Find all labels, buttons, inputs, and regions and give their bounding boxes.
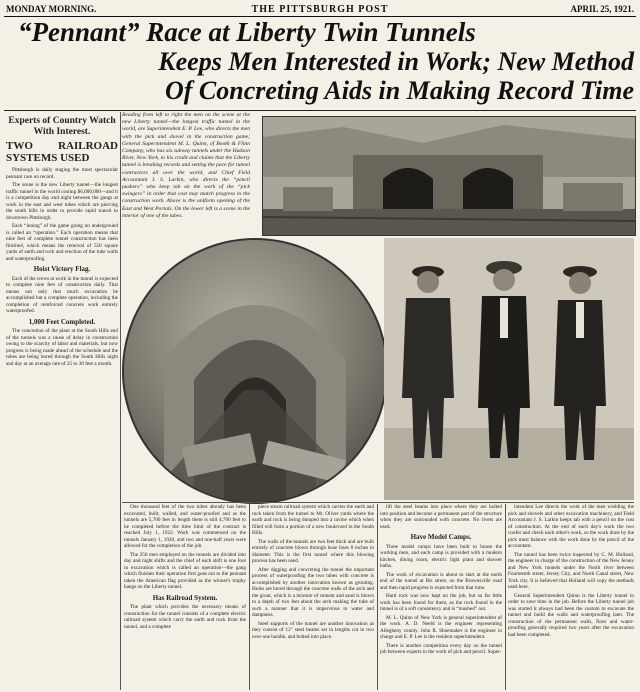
article-paragraph: After digging and concreting the tunnel the important process of waterproofing the two tubes with concrete is accomplished by another innovation known as grouting. Holes are bored through the concrete walls of the arch and the grout, which is a mixture of cement and sand is blown to a depth of two feet about the arch making the tube of such a manner that it is impervious to water and dampness.	[252, 566, 374, 618]
photo-caption: Reading from left to right the men on the scene at the new Liberty tunnel—the longest traffic tunnel in the world, are Superintendent E. P. Lee, who directs the men with the pick and shovel in the construction game; General Superintendent M. L. Quinn, of Booth & Flinn Company, who has six subway tunnels under the Hudson River, New York, to his credit and claims that the Liberty tunnel is breaking records and setting the pace for tunnel contractors all over the world, and Chief Field Accountant J. S. Larkin, who directs the “pencil pushers” who keep tab on the work of the “pick swingers” in order that cost may match progress in the construction work. Above is the uniform opening of the East and West Portals. On the lower left is a scene in the interior of one of the tubes.	[122, 112, 250, 219]
article-paragraph: M. L. Quinn of New York is general superintendent of the work. A. D. Neeld is the engineer representing Allegheny county. John R. Shoemaker is the engineer in charge and E. P. Lee is the resident superintendent.	[380, 614, 502, 640]
three-men-image	[384, 238, 634, 500]
masthead-day: MONDAY MORNING.	[6, 4, 97, 14]
tunnel-portals-photo	[262, 116, 636, 236]
column-divider	[377, 504, 378, 690]
article-paragraph: Pittsburgh is daily staging the most spectacular pennant race on record.	[6, 167, 118, 180]
article-paragraph: Each “inning” of the game going on underground is called an “operation.” Each operation means that nine feet of complete tunnel construction has been finished, which means the removal of 550 square yards of earth and rock and erection of the tube walls and waterproofing.	[6, 223, 118, 262]
three-men-photo	[384, 238, 634, 500]
article-paragraph: The scene is the new Liberty tunnel—the longest traffic tunnel in the world costing $6,000,000—and it is a competition day and night between the gangs at work in the east and west tubes which are piercing the south hills in order to provide rapid transit to downtown Pittsburgh.	[6, 182, 118, 221]
headline-line-1: “Pennant” Race at Liberty Twin Tunnels	[18, 17, 476, 47]
article-paragraph: intendent Lee directs the work of the men wielding the pick and shovels and other excavation machinery, and Field Accountant J. S. Larkin keeps tab with a pencil on the cost of construction. At the end of each day's work the two confer and check each other's work, so the work done by the pick must balance with the work done by the pencil of the accountant.	[508, 504, 634, 549]
masthead-paper-name: THE PITTSBURGH POST	[251, 4, 389, 15]
article-paragraph: Three model camps have been built to house the working men, and each camp is provided with a modern kitchen, dining room, electric light plant and shower baths.	[380, 543, 502, 569]
subhead-has-railroad-system: Has Railroad System.	[152, 593, 218, 602]
left-column	[6, 114, 118, 690]
article-paragraph: One thousand feet of the two tubes already has been excavated, built, walled, and water-proofed and as the tunnels are 5,700 feet in length there is still 4,700 feet to be completed before the time limit of the contract is reached July 1, 1922. Work was commenced on the tunnels January 1, 1920, and two and one-half years were allowed for the completion of the job.	[124, 504, 246, 549]
headline-rule	[4, 110, 636, 111]
article-paragraph: Steel supports of the tunnel are another innovation as they consist of 12" steel beams set in lengths cut in two over one handle, and bolted into place.	[252, 620, 374, 640]
column-divider	[249, 504, 250, 690]
article-paragraph: General Superintendent Quinn is the Liberty tunnel in order to save time in the job. Before the Liberty tunnel job was started it always had been the custom to excavate the tunnel and build the walls and waterproofing later. The construction of the permanent walls, floor and water-proofing generally required two years after the excavation had been completed.	[508, 592, 634, 638]
masthead-date: APRIL 25, 1921.	[570, 4, 634, 14]
bottom-column-3	[380, 504, 502, 690]
article-paragraph: The work of excavation is about to start at the north end of the tunnel at Bis street, on the Brownsville road and then rapid progress is expected from that time.	[380, 571, 502, 591]
article-paragraph: piece steam railroad system which carries the earth and rock taken from the tunnel to Mt. Oliver yards where the earth and rock is being dumped into a ravine which when filled will form a portion of a new boulevard in the South Hills.	[252, 504, 374, 536]
tunnel-interior-photo	[122, 238, 388, 504]
article-paragraph: Each of the crews at work in the tunnel is expected to complete nine feet of construction daily. That means not only that much excavation be accomplished but a complete operation, including the completion of reinforced concrete work entirely waterproofed.	[6, 275, 118, 314]
article-paragraph: There is another competition every day on the tunnel job between experts in the work of pick and pencil. Super-	[380, 642, 502, 655]
column-divider	[505, 504, 506, 690]
column-divider	[120, 112, 121, 690]
article-paragraph: The walls of the tunnels are two feet thick and are built entirely of concrete blown through hose lines 8 inches in diameter. This is the first tunnel where this blowing process has been used.	[252, 538, 374, 564]
subhead-model-camps: Have Model Camps.	[410, 533, 472, 541]
deck-experts: Experts of Country Watch With Interest.	[8, 116, 116, 137]
article-paragraph: The 250 men employed on the tunnels are divided into day and night shifts and the chief of each shift is one foot in excavation which is called an operation—the gang which finishes their operation first goes out to the pennant taken the American flag provided as the winner's trophy hangs on the Liberty tunnel.	[124, 551, 246, 590]
article-paragraph: The plant which provides the necessary means of construction for the tunnel consists of a complete electric railroad system which carry the earth and rock from the tunnel, and a complete	[124, 604, 246, 630]
section-divider	[122, 502, 634, 503]
headline-line-3: Of Concreting Aids in Making Record Time	[165, 76, 634, 105]
article-paragraph: Hard rock was now kept on the job, but so far little work has been found for them, as the rock found in the tunnel is of a soft consistency and is “mushed” out.	[380, 593, 502, 612]
deck-railroad-systems: TWO RAILROAD SYSTEMS USED	[6, 140, 118, 164]
bottom-column-2	[252, 504, 374, 690]
bottom-column-4	[508, 504, 634, 690]
article-paragraph: The tunnel has been twice inspected by C. M. Holland, the engineer in charge of the construction of the New Jersey and New York tunnels under the North river between Fourteenth street, Jersey City, and North Canal street, New York city. It is believed that Holland will copy the methods used here.	[508, 551, 634, 590]
portal-scene-image	[263, 117, 635, 235]
article-paragraph: The concretion of the plant at the South Hills end of the tunnels was a cause of delay in construction owing to the scarcity of labor and materials, but now progress is being made ahead of the schedule and the tubes are being bored through the South Hills night and day at an average rate of 25 to 30 feet a month.	[6, 328, 118, 367]
tunnel-interior-image	[124, 240, 386, 502]
article-paragraph: lift the steel beams into place where they are bolted into position and become a permanent part of the structure when they are surrounded with concrete. No rivets are used.	[380, 504, 502, 530]
subhead-hoist-victory-flag: Hoist Victory Flag.	[33, 265, 91, 273]
masthead	[4, 2, 636, 17]
headline-line-2: Keeps Men Interested in Work; New Method	[158, 47, 634, 76]
subhead-1000-feet: 1,000 Feet Completed.	[28, 317, 96, 326]
bottom-column-1	[124, 504, 246, 690]
headline	[10, 18, 634, 110]
